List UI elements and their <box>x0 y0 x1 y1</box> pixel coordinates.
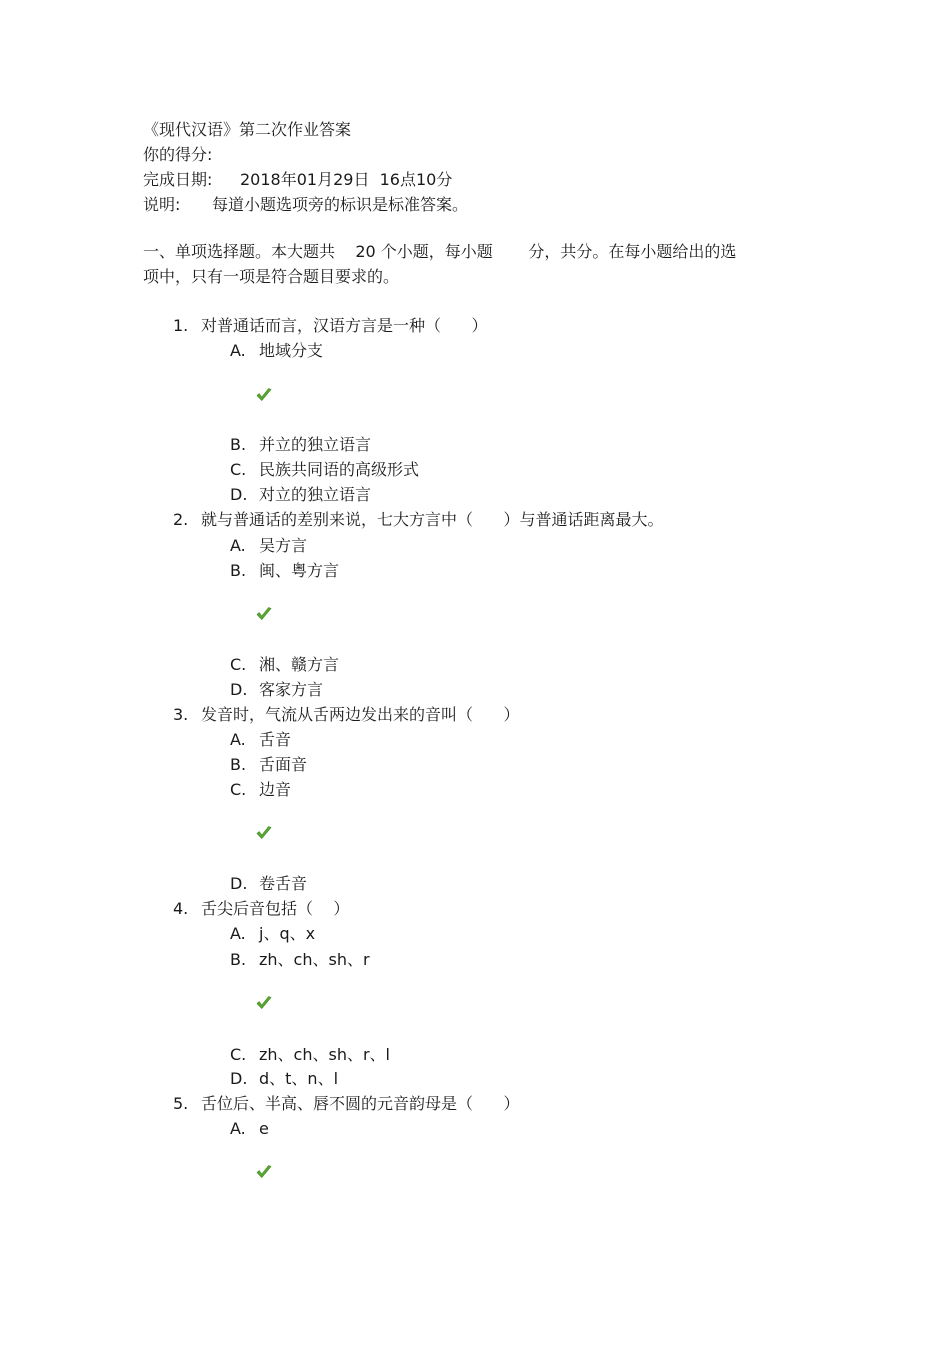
note-value: 每道小题选项旁的标识是标准答案。 <box>212 195 469 214</box>
q1-option-c-letter: C. <box>230 460 247 479</box>
question-1-number: 1. <box>173 316 189 335</box>
question-4-text: 舌尖后音包括（ ） <box>201 899 350 918</box>
q5-option-a-letter: A. <box>230 1119 246 1138</box>
q4-option-b-text: zh、ch、sh、r <box>259 950 370 969</box>
score-label: 你的得分: <box>143 145 213 164</box>
q1-option-d-letter: D. <box>230 485 248 504</box>
question-3-number: 3. <box>173 705 189 724</box>
q3-option-b-letter: B. <box>230 755 247 774</box>
document-title: 《现代汉语》第二次作业答案 <box>143 120 352 139</box>
q2-option-b-text: 闽、粤方言 <box>259 561 340 580</box>
note-label: 说明: <box>143 195 181 214</box>
date-value: 2018年01月29日 16点10分 <box>240 170 453 189</box>
question-1-text: 对普通话而言，汉语方言是一种（ ） <box>201 316 488 335</box>
q2-option-c-letter: C. <box>230 655 247 674</box>
q2-option-d-letter: D. <box>230 680 248 699</box>
q4-option-c-text: zh、ch、sh、r、l <box>259 1045 390 1064</box>
q4-option-d-text: d、t、n、l <box>259 1069 339 1088</box>
check-mark-icon <box>255 994 273 1012</box>
check-mark-icon <box>255 386 273 404</box>
q1-option-b-text: 并立的独立语言 <box>259 435 372 454</box>
q3-option-d-letter: D. <box>230 874 248 893</box>
q3-option-c-text: 边音 <box>259 780 292 799</box>
q1-option-a-letter: A. <box>230 341 246 360</box>
q2-option-a-text: 吴方言 <box>259 536 308 555</box>
question-2-text: 就与普通话的差别来说，七大方言中（ ）与普通话距离最大。 <box>201 510 664 529</box>
date-label: 完成日期: <box>143 170 213 189</box>
q4-option-a-letter: A. <box>230 924 246 943</box>
q2-option-a-letter: A. <box>230 536 246 555</box>
q1-option-c-text: 民族共同语的高级形式 <box>259 460 420 479</box>
q4-option-b-letter: B. <box>230 950 247 969</box>
q4-option-d-letter: D. <box>230 1069 248 1088</box>
q3-option-a-text: 舌音 <box>259 730 292 749</box>
question-2-number: 2. <box>173 510 189 529</box>
q5-option-a-text: e <box>259 1119 269 1138</box>
q1-option-a-text: 地域分支 <box>259 341 324 360</box>
q4-option-a-text: j、q、x <box>259 924 316 943</box>
q3-option-b-text: 舌面音 <box>259 755 308 774</box>
q2-option-b-letter: B. <box>230 561 247 580</box>
q3-option-a-letter: A. <box>230 730 246 749</box>
q3-option-c-letter: C. <box>230 780 247 799</box>
q4-option-c-letter: C. <box>230 1045 247 1064</box>
section-intro-line1: 一、单项选择题。本大题共 20 个小题，每小题 分，共分。在每小题给出的选 <box>143 242 737 261</box>
question-3-text: 发音时，气流从舌两边发出来的音叫（ ） <box>201 705 520 724</box>
q1-option-b-letter: B. <box>230 435 247 454</box>
q3-option-d-text: 卷舌音 <box>259 874 308 893</box>
check-mark-icon <box>255 824 273 842</box>
question-5-text: 舌位后、半高、唇不圆的元音韵母是（ ） <box>201 1094 520 1113</box>
q1-option-d-text: 对立的独立语言 <box>259 485 372 504</box>
check-mark-icon <box>255 605 273 623</box>
q2-option-d-text: 客家方言 <box>259 680 324 699</box>
question-4-number: 4. <box>173 899 189 918</box>
check-mark-icon <box>255 1163 273 1181</box>
section-intro-line2: 项中，只有一项是符合题目要求的。 <box>143 267 400 286</box>
q2-option-c-text: 湘、赣方言 <box>259 655 340 674</box>
question-5-number: 5. <box>173 1094 189 1113</box>
